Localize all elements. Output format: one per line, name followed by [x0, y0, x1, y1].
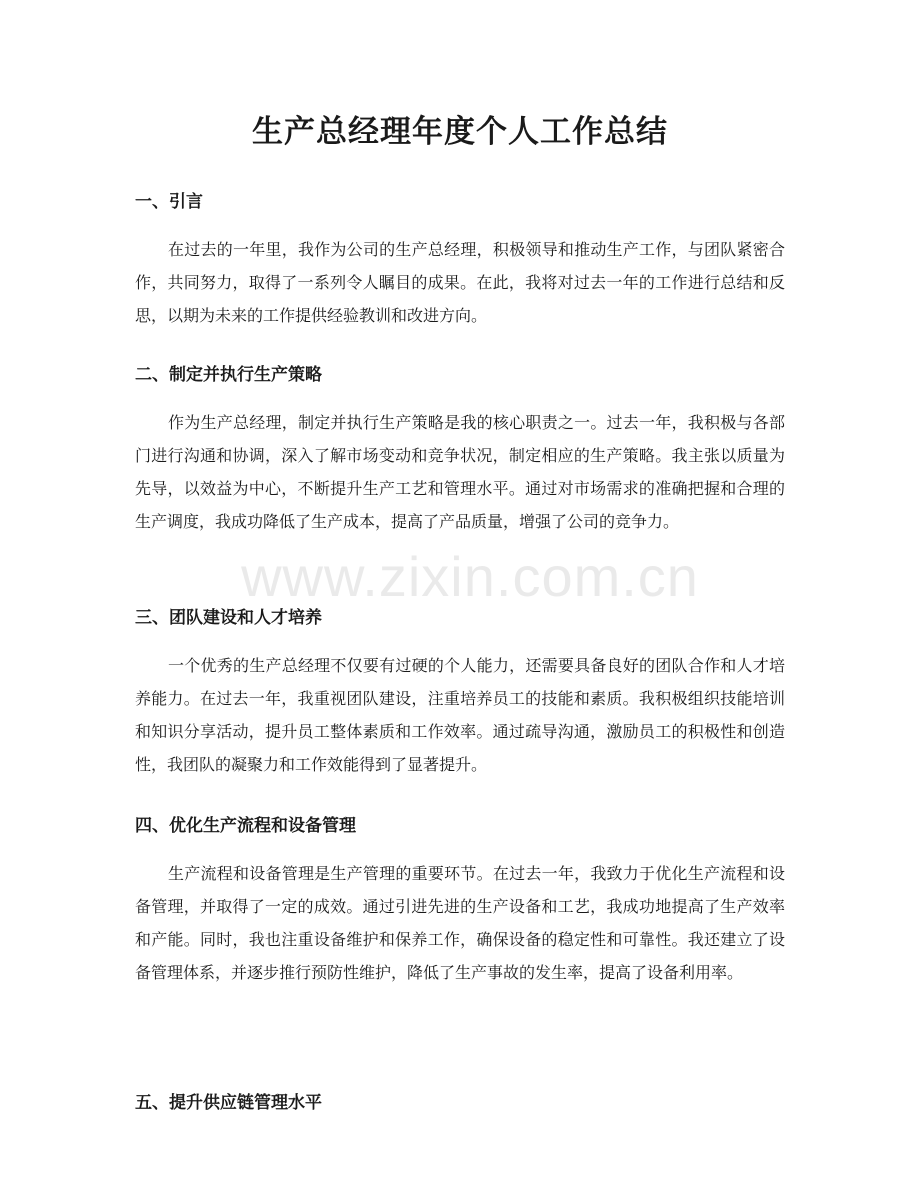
section-heading-process: 四、优化生产流程和设备管理 — [135, 816, 356, 836]
section-heading-strategy: 二、制定并执行生产策略 — [135, 365, 322, 385]
section-heading-intro: 一、引言 — [135, 192, 203, 212]
section-heading-supply-chain: 五、提升供应链管理水平 — [135, 1093, 322, 1113]
section-body-intro: 在过去的一年里，我作为公司的生产总经理，积极领导和推动生产工作，与团队紧密合作，共同努力，取得了一系列令人瞩目的成果。在此，我将对过去一年的工作进行总结和反思，以期为未来的工作提供经验教训和改进方向。 — [135, 240, 785, 325]
section-body-process: 生产流程和设备管理是生产管理的重要环节。在过去一年，我致力于优化生产流程和设备管理，并取得了一定的成效。通过引进先进的生产设备和工艺，我成功地提高了生产效率和产能。同时，我也注重设备维护和保养工作，确保设备的稳定性和可靠性。我还建立了设备管理体系，并逐步推行预防性维护，降低了生产事故的发生率，提高了设备利用率。 — [135, 864, 785, 982]
section-body-team: 一个优秀的生产总经理不仅要有过硬的个人能力，还需要具备良好的团队合作和人才培养能力。在过去一年，我重视团队建设，注重培养员工的技能和素质。我积极组织技能培训和知识分享活动，提升员工整体素质和工作效率。通过疏导沟通，激励员工的积极性和创造性，我团队的凝聚力和工作效能得到了显著提升。 — [135, 656, 785, 774]
document-title: 生产总经理年度个人工作总结 — [252, 114, 668, 150]
section-heading-team: 三、团队建设和人才培养 — [135, 608, 322, 628]
section-body-strategy: 作为生产总经理，制定并执行生产策略是我的核心职责之一。过去一年，我积极与各部门进行沟通和协调，深入了解市场变动和竞争状况，制定相应的生产策略。我主张以质量为先导，以效益为中心，不断提升生产工艺和管理水平。通过对市场需求的准确把握和合理的生产调度，我成功降低了生产成本，提高了产品质量，增强了公司的竞争力。 — [135, 413, 785, 531]
watermark: www.zixin.com.cn — [241, 545, 699, 608]
